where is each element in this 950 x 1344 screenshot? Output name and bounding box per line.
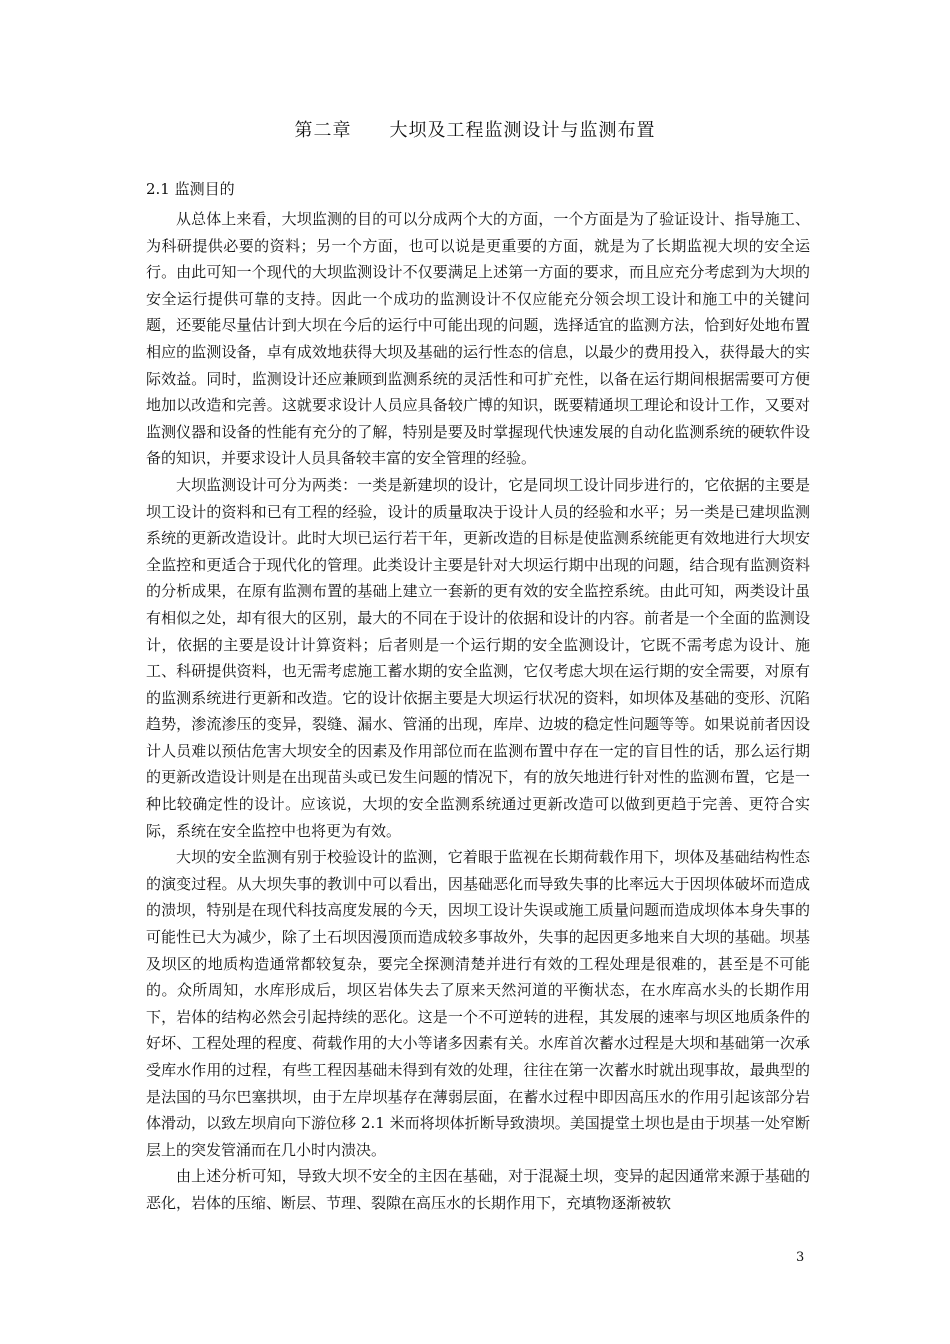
paragraph-2: 大坝监测设计可分为两类：一类是新建坝的设计，它是同坝工设计同步进行的，它依据的主要是坝工设计的资料和已有工程的经验，设计的质量取决于设计人员的经验和水平；另一类是已建坝监测系统的更新改造设计。此时大坝已运行若干年，更新改造的目标是使监测系统能更有效地进行大坝安全监控和更适合于现代化的管理。此类设计主要是针对大坝运行期中出现的问题，结合现有监测资料的分析成果，在原有监测布置的基础上建立一套新的更有效的安全监控系统。由此可知，两类设计虽有相似之处，却有很大的区别，最大的不同在于设计的依据和设计的内容。前者是一个全面的监测设计，依据的主要是设计计算资料；后者则是一个运行期的安全监测设计，它既不需考虑为设计、施工、科研提供资料，也无需考虑施工蓄水期的安全监测，它仅考虑大坝在运行期的安全需要，对原有的监测系统进行更新和改造。它的设计依据主要是大坝运行状况的资料，如坝体及基础的变形、沉陷趋势，渗流渗压的变异，裂缝、漏水、管涌的出现，库岸、边坡的稳定性问题等等。如果说前者因设计人员难以预估危害大坝安全的因素及作用部位而在监测布置中存在一定的盲目性的话，那么运行期的更新改造设计则是在出现苗头或已发生问题的情况下，有的放矢地进行针对性的监测布置，它是一种比较确定性的设计。应该说，大坝的安全监测系统通过更新改造可以做到更趋于完善、更符合实际，系统在安全监控中也将更为有效。 [146,475,810,840]
paragraph-4: 由上述分析可知，导致大坝不安全的主因在基础，对于混凝土坝，变异的起因通常来源于基础的恶化，岩体的压缩、断层、节理、裂隙在高压水的长期作用下，充填物逐渐被软 [146,1167,810,1212]
chapter-title: 第二章 大坝及工程监测设计与监测布置 [294,120,656,141]
body-text [146,206,810,1217]
paragraph-1: 从总体上来看，大坝监测的目的可以分成两个大的方面，一个方面是为了验证设计、指导施工、为科研提供必要的资料；另一个方面，也可以说是更重要的方面，就是为了长期监视大坝的安全运行。由此可知一个现代的大坝监测设计不仅要满足上述第一方面的要求，而且应充分考虑到为大坝的安全运行提供可靠的支持。因此一个成功的监测设计不仅应能充分领会坝工设计和施工中的关键问题，还要能尽量估计到大坝在今后的运行中可能出现的问题，选择适宜的监测方法，恰到好处地布置相应的监测设备，卓有成效地获得大坝及基础的运行性态的信息，以最少的费用投入，获得最大的实际效益。同时，监测设计还应兼顾到监测系统的灵活性和可扩充性，以备在运行期间根据需要可方便地加以改造和完善。这就要求设计人员应具备较广博的知识，既要精通坝工理论和设计工作，又要对监测仪器和设备的性能有充分的了解，特别是要及时掌握现代快速发展的自动化监测系统的硬软件设备的知识，并要求设计人员具备较丰富的安全管理的经验。 [146,210,810,468]
paragraph-3: 大坝的安全监测有别于校验设计的监测，它着眼于监视在长期荷载作用下，坝体及基础结构性态的演变过程。从大坝失事的教训中可以看出，因基础恶化而导致失事的比率远大于因坝体破坏而造成的溃坝，特别是在现代科技高度发展的今天，因坝工设计失误或施工质量问题而造成坝体本身失事的可能性已大为减少，除了土石坝因漫顶而造成较多事故外，失事的起因更多地来自大坝的基础。坝基及坝区的地质构造通常都较复杂，要完全探测清楚并进行有效的工程处理是很难的，甚至是不可能的。众所周知，水库形成后，坝区岩体失去了原来天然河道的平衡状态，在水库高水头的长期作用下，岩体的结构必然会引起持续的恶化。这是一个不可逆转的进程，其发展的速率与坝区地质条件的好坏、工程处理的程度、荷载作用的大小等诸多因素有关。水库首次蓄水过程是大坝和基础第一次承受库水作用的过程，有些工程因基础未得到有效的处理，往往在第一次蓄水时就出现事故，最典型的是法国的马尔巴塞拱坝，由于左岸坝基存在薄弱层面，在蓄水过程中即因高压水的作用引起该部分岩体滑动，以致左坝肩向下游位移 2.1 米而将坝体折断导致溃坝。美国提堂土坝也是由于坝基一处窄断层上的突发管涌而在几小时内溃决。 [146,848,810,1159]
section-heading: 2.1 监测目的 [146,180,235,198]
page-number: 3 [796,1250,805,1265]
